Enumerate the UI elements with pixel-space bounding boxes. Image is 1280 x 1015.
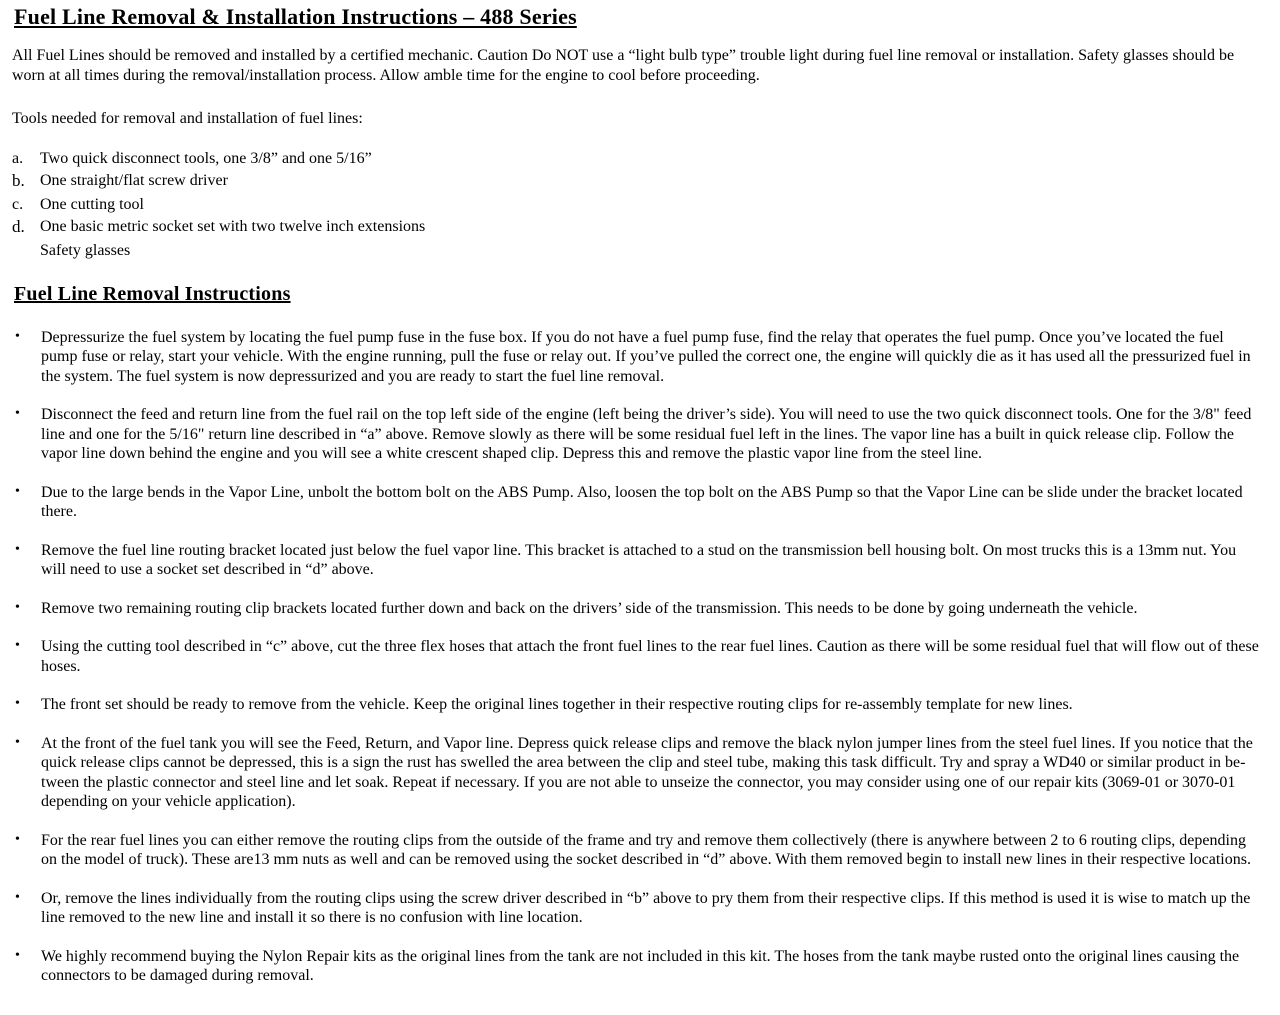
- bullet-icon: •: [15, 406, 20, 422]
- step-text: Or, remove the lines individually from the routing clips using the screw driver described in “b” above to pry them from their respective clips. If this method is used it is wise to match up the line removed to the new line and install it so there is no confusion with line location.: [41, 889, 1251, 927]
- section-heading: Fuel Line Removal Instructions: [14, 282, 291, 305]
- tools-list-item-b: [12, 171, 1268, 192]
- step-text: At the front of the fuel tank you will see the Feed, Return, and Vapor line. Depress quick release clips and remove the black nylon jumper lines from the steel fuel lines. If you notice that the quick release clips cannot be depressed, this is a sign the rust has swelled the area between the clip and steel tube, making this task difficult. Try and spray a WD40 or similar product in be-tween the plastic connector and steel line and let soak. Repeat if necessary. If you are not able to unseize the connector, you may consider using one of our repair kits (3069-01 or 3070-01 depending on your vehicle application).: [41, 734, 1253, 811]
- list-item: [12, 889, 1268, 928]
- bullet-icon: •: [15, 947, 20, 963]
- bullet-icon: •: [15, 328, 20, 344]
- tools-list-item-extra: [12, 241, 1268, 261]
- list-item: [12, 695, 1268, 715]
- list-marker-c: c.: [12, 195, 24, 213]
- bullet-icon: •: [15, 541, 20, 557]
- step-text: The front set should be ready to remove from the vehicle. Keep the original lines together in their respective routing clips for re-assembly template for new lines.: [41, 696, 1073, 714]
- list-marker-b: b.: [12, 171, 25, 191]
- list-item: [12, 734, 1268, 812]
- list-marker-a: a.: [12, 149, 24, 167]
- list-item: [12, 831, 1268, 870]
- step-text: For the rear fuel lines you can either remove the routing clips from the outside of the frame and try and remove them collectively (there is anywhere between 2 to 6 routing clips, depending on the model of truck). These are13 mm nuts as well and can be removed using the socket described in “d” above. With them removed begin to install new lines in their respective locations.: [41, 831, 1251, 869]
- bullet-icon: •: [15, 638, 20, 654]
- step-text: Due to the large bends in the Vapor Line, unbolt the bottom bolt on the ABS Pump. Also, loosen the top bolt on the ABS Pump so that the Vapor Line can be slide under the bracket located there.: [41, 483, 1243, 521]
- bullet-icon: •: [15, 831, 20, 847]
- list-item: [12, 947, 1268, 986]
- step-text: Disconnect the feed and return line from the fuel rail on the top left side of the engine (left being the driver’s side). You will need to use the two quick disconnect tools. One for the 3/8" feed line and one for the 5/16" return line described in “a” above. Remove slowly as there will be some residual fuel left in the lines. The vapor line has a built in quick release clip. Follow the vapor line down behind the engine and you will see a white crescent shaped clip. Depress this and remove the plastic vapor line from the steel line.: [41, 406, 1252, 463]
- list-item: [12, 637, 1268, 676]
- step-text: Using the cutting tool described in “c” above, cut the three flex hoses that attach the front fuel lines to the rear fuel lines. Caution as there will be some residual fuel that will flow out of these hoses.: [41, 638, 1259, 675]
- tool-text-extra: Safety glasses: [40, 242, 131, 260]
- step-text: Depressurize the fuel system by locating the fuel pump fuse in the fuse box. If you do not have a fuel pump fuse, find the relay that operates the fuel pump. Once you’ve located the fuel pump fuse or relay, start your vehicle. With the engine running, pull the fuse or relay out. If you’ve pulled the correct one, the engine will quickly die as it has used all the pressurized fuel in the system. The fuel system is now depressurized and you are ready to start the fuel line removal.: [41, 328, 1251, 385]
- list-marker-d: d.: [12, 217, 25, 237]
- tool-text-d: One basic metric socket set with two twelve inch extensions: [40, 218, 426, 236]
- tools-list: [12, 149, 1268, 261]
- step-text: Remove the fuel line routing bracket located just below the fuel vapor line. This bracket is attached to a stud on the transmission bell housing bolt. On most trucks this is a 13mm nut. You will need to use a socket set described in “d” above.: [41, 541, 1237, 579]
- list-item: [12, 405, 1268, 464]
- step-text: Remove two remaining routing clip brackets located further down and back on the drivers’ side of the transmission. This needs to be done by going underneath the vehicle.: [41, 599, 1138, 617]
- bullet-icon: •: [15, 483, 20, 499]
- tool-text-b: One straight/flat screw driver: [40, 172, 228, 190]
- tool-text-c: One cutting tool: [40, 195, 144, 213]
- list-item: [12, 328, 1268, 387]
- list-item: [12, 483, 1268, 522]
- tools-list-item-d: [12, 217, 1268, 238]
- tool-text-a: Two quick disconnect tools, one 3/8” and one 5/16”: [40, 149, 372, 167]
- bullet-icon: •: [15, 734, 20, 750]
- bullet-icon: •: [15, 599, 20, 615]
- bullet-icon: •: [15, 889, 20, 905]
- list-marker-blank: [12, 241, 40, 261]
- list-item: [12, 599, 1268, 619]
- steps-list: [12, 328, 1268, 986]
- bullet-icon: •: [15, 696, 20, 712]
- document-title: Fuel Line Removal & Installation Instructions – 488 Series: [14, 4, 577, 29]
- tools-list-item-a: [12, 149, 1268, 169]
- intro-paragraph: All Fuel Lines should be removed and installed by a certified mechanic. Caution Do NOT use a “light bulb type” trouble light during fuel line removal or installation. Safety glasses should be worn at all times during the removal/installation process. Allow amble time for the engine to cool before proceeding.: [12, 47, 1235, 84]
- tools-list-item-c: [12, 195, 1268, 215]
- list-item: [12, 541, 1268, 580]
- step-text: We highly recommend buying the Nylon Repair kits as the original lines from the tank are not included in this kit. The hoses from the tank maybe rusted onto the original lines causing the connectors to be damaged during removal.: [41, 947, 1240, 985]
- tools-intro-line: Tools needed for removal and installation of fuel lines:: [12, 110, 363, 128]
